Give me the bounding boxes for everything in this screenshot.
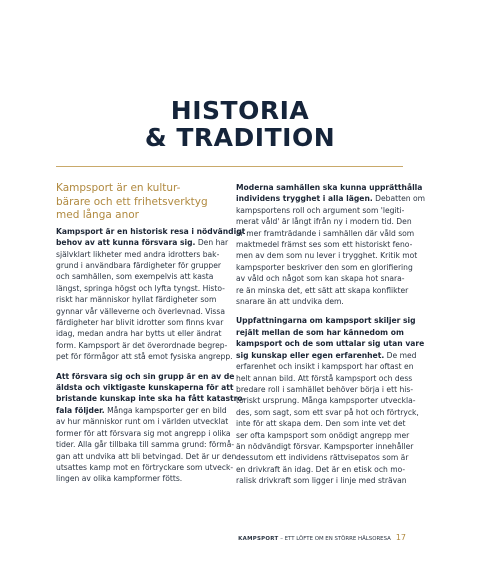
text-line [56, 283, 225, 294]
bold-text: rejält mellan de som har kännedom om [236, 327, 404, 337]
body-text: är mer framträdande i samhällen där våld som [236, 228, 415, 238]
text-line [56, 473, 206, 484]
text-line [56, 237, 229, 248]
bold-text: kampsport och de som uttalar sig utan vare [236, 339, 425, 349]
body-text: snarare än att undvika dem. [236, 297, 344, 307]
text-line [236, 452, 409, 463]
body-text: lingen av olika kampformer fötts. [56, 474, 183, 484]
body-text: erfarenhet och insikt i kampsport har oftast en [236, 362, 414, 372]
bold-text: sig kunskap eller egen erfarenhet. [236, 350, 385, 360]
text-line [56, 371, 235, 382]
body-text: kampsporter beskriver den som en glorifiering [236, 262, 413, 272]
body-text: ser ofta kampsport som onödigt angrepp mer [236, 430, 410, 440]
text-line [236, 285, 409, 296]
text-line [56, 249, 220, 260]
text-line [236, 384, 414, 395]
body-text: re än minska det, ett sätt att skapa konflikter [236, 285, 409, 295]
text-line [56, 462, 234, 473]
page-title [0, 97, 480, 151]
body-text: gan att undvika att bli betvingad. Det är ur den [56, 451, 237, 461]
text-line [56, 271, 214, 282]
title-line-2: & TRADITION [144, 123, 336, 152]
text-line [56, 393, 246, 404]
text-line [56, 351, 233, 362]
body-text: gynnar vår välleverne och överlevnad. Vissa [56, 306, 225, 316]
bold-text: individens trygghet i alla lägen. [236, 194, 373, 204]
text-line [236, 395, 416, 406]
text-line [236, 418, 406, 429]
body-text: pet för förmågor att stå emot fysiska angrepp. [56, 352, 233, 362]
text-line [236, 296, 406, 307]
text-line [56, 451, 237, 462]
body-text: form. Kampsport är det överordnade begrep- [56, 340, 228, 350]
text-line [236, 475, 406, 486]
body-text: färdigheter har blivit idrotter som finns kvar [56, 318, 224, 328]
body-text: en drivkraft än idag. Det är en etisk och mo- [236, 464, 406, 474]
body-text: kampsportens roll och argument som 'legiti- [236, 205, 405, 215]
body-text: grund i användbara färdigheter för grupper [56, 261, 222, 270]
body-text: Debatten om [372, 194, 426, 204]
text-line [236, 216, 412, 227]
text-line [56, 340, 228, 351]
body-text: riskt har människor hyllat färdigheter som [56, 295, 217, 305]
text-line [236, 250, 418, 261]
text-line [56, 260, 222, 271]
footer-brand: KAMPSPORT [238, 536, 279, 542]
right-paragraph-1 [236, 182, 426, 307]
page-footer [206, 532, 406, 544]
body-text: Den har [195, 238, 229, 248]
bold-text: Uppfattningarna om kampsport skiljer sig [236, 316, 416, 326]
body-text: tider. Alla går tillbaka till samma grund: förmå- [56, 440, 235, 450]
subheading-line: bärare och ett frihetsverktyg [56, 195, 208, 208]
body-text: av våld och något som kan skapa hot snara- [236, 274, 405, 284]
text-line [56, 317, 224, 328]
bold-text: Moderna samhällen ska kunna upprätthålla [236, 183, 423, 192]
right-paragraph-2 [236, 315, 425, 486]
text-line [236, 273, 406, 284]
body-text: helt annan bild. Att förstå kampsport och dess [236, 373, 413, 383]
bold-text: äldsta och viktigaste kunskaperna för att [56, 383, 234, 393]
text-line [236, 464, 406, 475]
left-paragraph-2 [56, 371, 246, 485]
subheading-line: med långa anor [56, 209, 139, 222]
body-text: men av dem som nu lever i trygghet. Kritik mot [236, 251, 418, 261]
subheading-line: Kampsport är en kultur- [56, 182, 181, 194]
body-text: idag, medan andra har bytts ut eller ändrat [56, 329, 222, 339]
gold-divider [56, 166, 403, 167]
title-line-1: HISTORIA [170, 96, 310, 125]
text-line [236, 315, 416, 326]
text-line [56, 306, 225, 317]
body-text: merat våld' är långt ifrån ny i modern tid. Den [236, 217, 412, 227]
text-line [236, 228, 415, 239]
body-text: De med [384, 350, 417, 360]
body-text: maktmedel främst ses som ett historiskt feno- [236, 240, 413, 250]
text-line [56, 328, 222, 339]
text-line [236, 373, 413, 384]
body-text: av hur människor runt om i världen utvecklat [56, 417, 229, 427]
bold-text: Att försvara sig och sin grupp är en av de [56, 371, 235, 381]
body-text: ralisk drivkraft som ligger i linje med strävan [236, 476, 407, 486]
body-text: längst, springa högst och lyfta tyngst. Histo- [56, 283, 225, 293]
text-line [236, 327, 406, 338]
bold-text: fala följder. [56, 405, 105, 415]
text-line [56, 405, 227, 416]
left-column [56, 182, 246, 493]
text-line [236, 205, 406, 216]
left-paragraph-1 [56, 226, 246, 363]
text-line [56, 439, 235, 450]
body-text: och samhällen, som exempelvis att kasta [56, 272, 214, 282]
text-line [56, 294, 217, 305]
bold-text: bristande kunskap inte ska ha fått katastro- [56, 394, 246, 404]
body-text: utsattes kamp mot en förtryckare som utveck- [56, 462, 234, 472]
text-line [236, 361, 414, 372]
text-line [236, 239, 413, 250]
body-text: dessutom ett individens rättvisepatos som är [236, 453, 409, 463]
text-line [236, 430, 410, 441]
body-text: former för att försvara sig mot angrepp i olika [56, 428, 231, 438]
text-line [236, 193, 426, 204]
text-line [56, 382, 234, 393]
text-line [236, 441, 414, 452]
text-line [236, 182, 423, 193]
body-text: bredare roll i samhället behöver börja i ett his- [236, 384, 414, 394]
text-line [56, 416, 229, 427]
page-number: 17 [395, 533, 406, 542]
footer-tagline: – ETT LÖFTE OM EN STÖRRE HÄLSORESA [278, 536, 391, 542]
text-line [236, 262, 413, 273]
body-text: självklart likheter med andra idrotters bak- [56, 249, 220, 259]
text-line [236, 407, 419, 418]
text-line [236, 350, 417, 361]
text-line [236, 338, 425, 349]
section-subheading [56, 182, 206, 223]
right-column [236, 182, 426, 495]
bold-text: behov av att kunna försvara sig. [56, 238, 196, 248]
body-text: inte för att skapa dem. Den som inte vet det [236, 419, 406, 429]
body-text: än nödvändigt försvar. Kampsporter innehåller [236, 441, 414, 451]
body-text: toriskt ursprung. Många kampsporter utveckla- [236, 396, 416, 406]
body-text: Många kampsporter ger en bild [104, 405, 227, 415]
text-line [56, 226, 246, 237]
text-line [56, 428, 231, 439]
body-text: des, som sagt, som ett svar på hot och förtryck, [236, 407, 419, 417]
bold-text: Kampsport är en historisk resa i nödvändigt [56, 226, 246, 236]
